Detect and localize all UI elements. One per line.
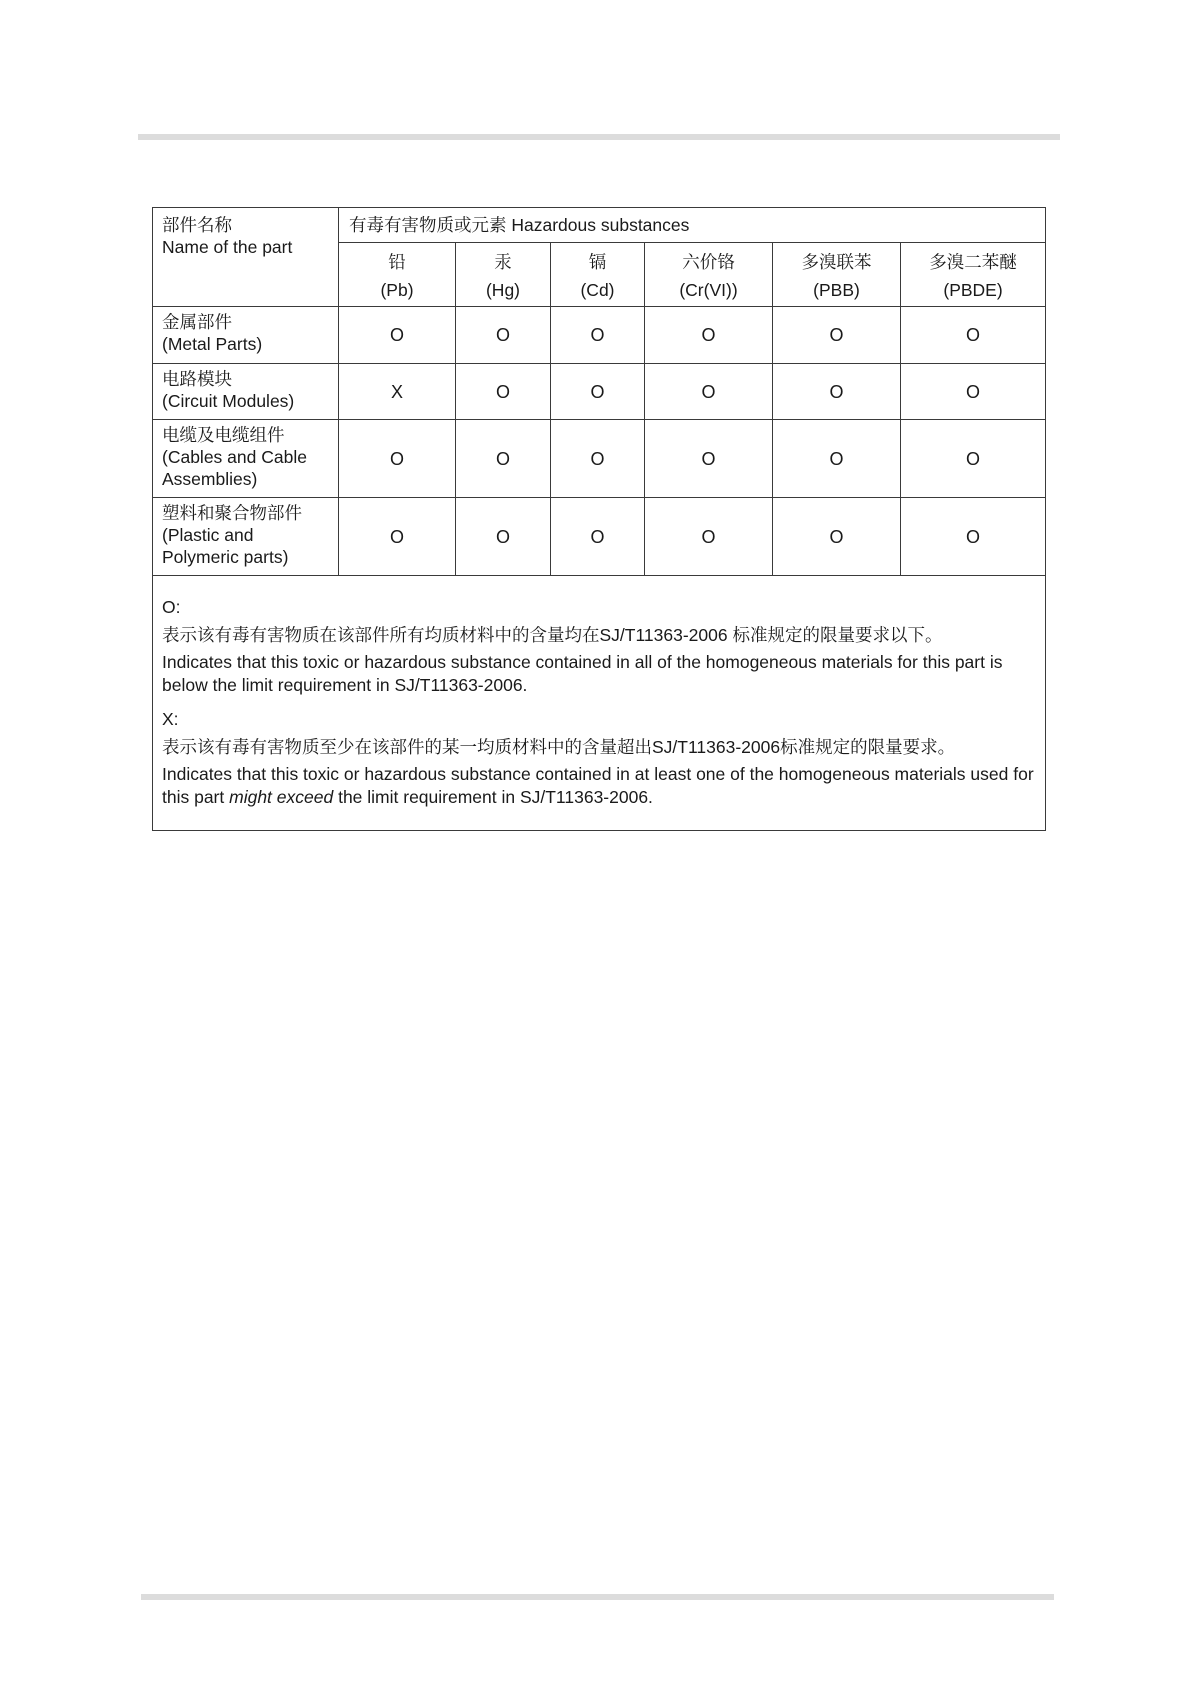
substances-header: 有毒有害物质或元素 Hazardous substances [339, 208, 1046, 243]
part-name-cell [153, 364, 339, 420]
mark-cell: O [773, 498, 901, 576]
mark-cell: O [551, 498, 645, 576]
mark-cell: O [339, 307, 456, 364]
part-name-cell [153, 307, 339, 364]
hazardous-substances-table [152, 207, 1046, 831]
x-legend-en-before: Indicates that this toxic or hazardous substance contained in at least one of the homogeneous materials used for this part [162, 764, 1034, 807]
part-name-en: (Metal Parts) [162, 334, 263, 354]
x-legend-en-after: the limit requirement in SJ/T11363-2006. [333, 786, 653, 807]
x-legend-key: X: [162, 709, 179, 729]
substance-header [645, 243, 773, 307]
table-row [153, 364, 1046, 420]
mark-cell: O [645, 420, 773, 498]
substance-symbol: (Pb) [380, 280, 414, 300]
mark-cell: O [551, 364, 645, 420]
mark-cell: O [456, 307, 551, 364]
mark-cell: O [645, 307, 773, 364]
mark-cell: O [901, 420, 1046, 498]
substance-symbol: (PBDE) [943, 280, 1003, 300]
mark-cell: O [773, 307, 901, 364]
part-name-cell [153, 498, 339, 576]
x-legend-en-emphasis: might exceed [229, 786, 334, 807]
mark-cell: O [773, 364, 901, 420]
x-legend-cn: 表示该有毒有害物质至少在该部件的某一均质材料中的含量超出SJ/T11363-2006标准规定的限量要求。 [162, 736, 956, 757]
part-header-en: Name of the part [162, 237, 293, 257]
part-name-en: (Circuit Modules) [162, 391, 295, 411]
mark-cell: O [456, 364, 551, 420]
substance-name: 六价铬 [682, 252, 735, 272]
part-name-cell [153, 420, 339, 498]
part-header-cn: 部件名称 [162, 215, 232, 235]
mark-cell: O [551, 307, 645, 364]
legend-notes [153, 576, 1046, 831]
mark-cell: O [901, 307, 1046, 364]
part-name-cn: 金属部件 [162, 312, 232, 332]
mark-cell: O [551, 420, 645, 498]
substance-symbol: (Cd) [580, 280, 615, 300]
o-legend-cn: 表示该有毒有害物质在该部件所有均质材料中的含量均在SJ/T11363-2006 标准规定的限量要求以下。 [162, 624, 943, 645]
table-row [153, 498, 1046, 576]
mark-cell: O [645, 364, 773, 420]
part-name-cn: 电缆及电缆组件 [162, 425, 285, 445]
bottom-rule [141, 1594, 1054, 1600]
mark-cell: X [339, 364, 456, 420]
mark-cell: O [339, 498, 456, 576]
mark-cell: O [456, 498, 551, 576]
o-legend-en: Indicates that this toxic or hazardous substance contained in all of the homogeneous materials for this part is below the limit requirement in SJ/T11363-2006. [162, 652, 1003, 695]
mark-cell: O [339, 420, 456, 498]
substance-name: 铅 [388, 252, 406, 272]
notes-row [153, 576, 1046, 831]
top-rule [138, 134, 1060, 140]
mark-cell: O [645, 498, 773, 576]
table-row [153, 420, 1046, 498]
mark-cell: O [456, 420, 551, 498]
part-name-cn: 电路模块 [162, 369, 232, 389]
legend-spacer [162, 696, 1035, 708]
substance-header [901, 243, 1046, 307]
substance-header [339, 243, 456, 307]
substance-header [551, 243, 645, 307]
x-legend-en [162, 763, 1035, 808]
mark-cell: O [901, 498, 1046, 576]
o-legend-key: O: [162, 597, 181, 617]
substance-name: 镉 [588, 252, 607, 272]
substance-symbol: (Cr(VI)) [679, 280, 738, 300]
substance-header [456, 243, 551, 307]
substance-name: 多溴二苯醚 [929, 252, 1017, 272]
substance-name: 多溴联苯 [801, 252, 872, 272]
part-name-en: (Plastic and Polymeric parts) [162, 525, 289, 567]
part-name-cn: 塑料和聚合物部件 [162, 503, 302, 523]
substance-symbol: (Hg) [485, 280, 521, 300]
substance-header [773, 243, 901, 307]
substance-symbol: (PBB) [813, 280, 860, 300]
mark-cell: O [901, 364, 1046, 420]
mark-cell: O [773, 420, 901, 498]
part-name-header [153, 208, 339, 307]
part-name-en: (Cables and Cable Assemblies) [162, 447, 307, 489]
table-row [153, 307, 1046, 364]
substance-name: 汞 [494, 252, 512, 272]
